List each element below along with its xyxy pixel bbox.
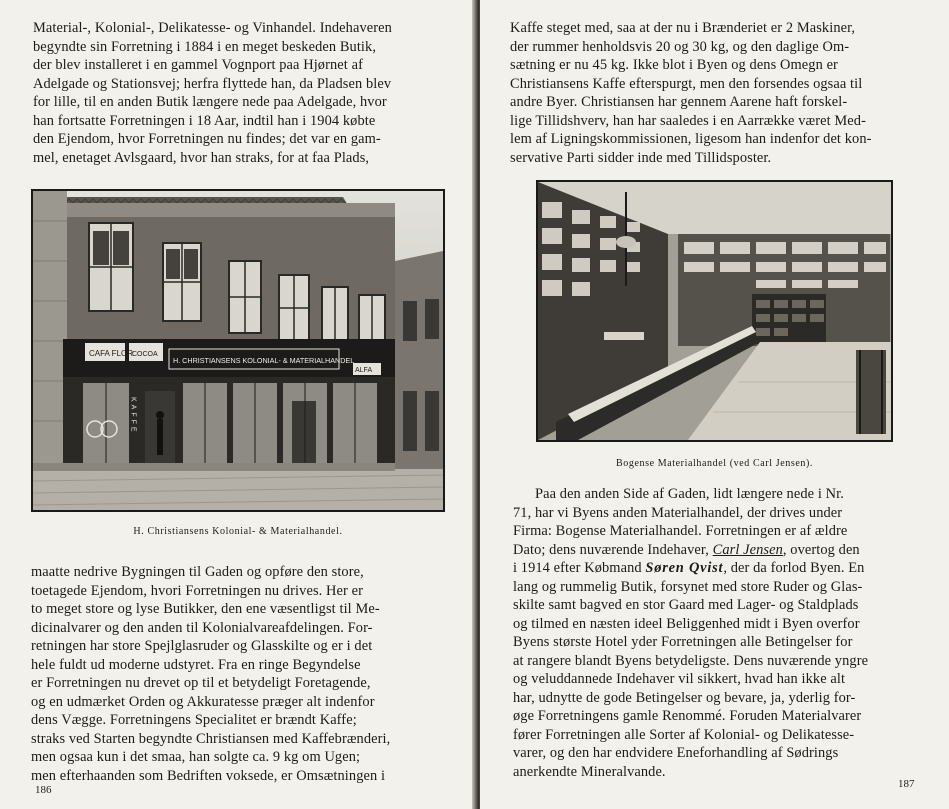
text-line: varer, og den har endvidere Eneforhandling af Sødrings (513, 745, 839, 761)
text-line: andre Byer. Christiansen har gennem Aarene haft forskel- (510, 94, 848, 110)
text-line (513, 559, 921, 578)
text-line: men ogsaa kun i det smaa, han solgte ca. 9 kg om Ugen; (31, 749, 361, 765)
text-fragment: Dato; dens nuværende Indehaver, (513, 541, 713, 558)
text-line: servative Parti sidder inde med Tillidsposter. (510, 149, 772, 166)
text-line: skilte samt bagved en stor Gaard med Lager- og Staldplads (513, 597, 859, 613)
text-line: anerkendte Mineralvande. (513, 763, 666, 780)
text-line: dens Vægge. Forretningens Specialitet er brændt Kaffe; (31, 712, 357, 728)
text-line: har, udnytte de gode Betingelser og bevare, ja, yderlig for- (513, 689, 856, 706)
text-line: fører Forretningen alle Sorter af Kolonial- og Delikatesse- (513, 726, 855, 743)
text-line: men efterhaanden som Bedriften voksede, er Omsætningen i (31, 767, 386, 784)
sign-left-text: CAFA FLOR (89, 349, 134, 358)
interior-caption: Bogense Materialhandel (ved Carl Jensen). (615, 458, 814, 469)
storefront-photo (31, 189, 445, 512)
page-number-left: 186 (35, 784, 52, 796)
emphasized-name: Søren Qvist (645, 560, 724, 576)
handwritten-name: Carl Jensen (712, 541, 783, 558)
text-line: dicinalvarer og den anden til Kolonialvareafdelingen. For- (31, 619, 373, 636)
text-line: den Ejendom, hvor Forretningen nu findes; det var en gam- (33, 131, 381, 147)
right-top-paragraph (510, 19, 921, 167)
text-line: og en udmærket Orden og Akkuratesse præger alt indenfor (31, 693, 375, 710)
text-line: straks ved Starten begyndte Christiansen med Kaffebrænderi, (31, 730, 391, 747)
text-line: toetagede Ejendom, hvori Forretningen nu drives. Her er (31, 582, 363, 599)
text-fragment: , overtog den (782, 541, 860, 558)
text-line: for lille, til en anden Butik længere nede paa Adelgade, hvor (33, 94, 387, 110)
text-line: er Forretningen nu drevet op til et betydeligt Foretagende, (31, 675, 371, 691)
text-line: lem af Ligningskommissionen, ligesom han indenfor det kon- (510, 131, 872, 147)
text-fragment: i 1914 efter Købmand (513, 560, 646, 576)
shop-interior-illustration (538, 182, 891, 440)
left-top-paragraph (33, 19, 442, 167)
text-line: hele fuldt ud moderne udstyret. Fra en ringe Begyndelse (31, 656, 361, 673)
text-line: og tilmed en næsten ideel Beliggenhed midt i Byen overfor (513, 615, 860, 632)
text-line: begyndte sin Forretning i 1884 i en meget beskeden Butik, (33, 38, 377, 55)
text-line: lige Tillidshverv, han har saaledes i en Aarrække været Med- (510, 112, 866, 129)
sign-right-text: ALFA (355, 367, 373, 374)
text-line: to meget store og lyse Butikker, den ene væsentligst til Me- (31, 601, 380, 617)
text-line: at rangere blandt Byens betydeligste. Dens nuværende yngre (513, 652, 869, 669)
text-line: øge Forretningens gamle Renommé. Foruden Materialvarer (513, 708, 862, 724)
door-text: KAFFE (129, 397, 137, 435)
text-line: Christiansens Kaffe efterspurgt, men den forsendes ogsaa til (510, 75, 863, 92)
storefront-caption: H. Christiansens Kolonial- & Materialhandel. (133, 526, 343, 537)
sign-left2-text: COCOA (132, 351, 158, 358)
text-line: han fortsatte Forretningen i 18 Aar, indtil han i 1904 købte (33, 112, 376, 129)
page-number-right: 187 (898, 778, 915, 790)
text-fragment: , der da forlod Byen. En (723, 560, 865, 576)
text-line (513, 541, 921, 560)
right-bottom-paragraph (513, 485, 921, 781)
shop-interior-photo (536, 180, 893, 442)
sign-main-text: H. CHRISTIANSENS KOLONIAL- & MATERIALHANDEL (173, 356, 355, 365)
text-line: Byens største Hotel yder Forretningen alle Betingelser for (513, 634, 853, 650)
text-line: Paa den anden Side af Gaden, lidt længere nede i Nr. (535, 486, 844, 502)
text-line: sætning er nu 45 kg. Ikke blot i Byen og dens Omegn er (510, 57, 838, 73)
text-line: maatte nedrive Bygningen til Gaden og opføre den store, (31, 564, 364, 580)
text-line: lang og rummelig Butik, forsynet med store Ruder og Glas- (513, 578, 863, 595)
text-line: Adelgade og Stationsvej; herfra flyttede han, da Pladsen blev (33, 75, 392, 92)
text-line: Material-, Kolonial-, Delikatesse- og Vinhandel. Indehaveren (33, 20, 392, 36)
text-line: mel, enetaget Avlsgaard, hvor han straks, for at faa Plads, (33, 149, 370, 166)
text-line: Kaffe steget med, saa at der nu i Brænderiet er 2 Maskiner, (510, 20, 856, 36)
text-line: der rummer henholdsvis 20 og 30 kg, og den daglige Om- (510, 38, 850, 55)
right-page (480, 0, 949, 809)
text-line: og veluddannede Indehaver vil sikkert, hvad han ikke alt (513, 671, 846, 687)
right-bottom-rest (513, 578, 921, 782)
text-line: der blev installeret i en gammel Vognport paa Hjørnet af (33, 57, 363, 73)
left-bottom-paragraph (31, 563, 440, 785)
text-line: 71, har vi Byens anden Materialhandel, der drives under (513, 504, 843, 521)
text-line: Firma: Bogense Materialhandel. Forretningen er af ældre (513, 523, 848, 539)
storefront-illustration (33, 191, 443, 510)
text-line: retningen har store Spejlglasruder og Glasskilte og er i det (31, 638, 373, 654)
